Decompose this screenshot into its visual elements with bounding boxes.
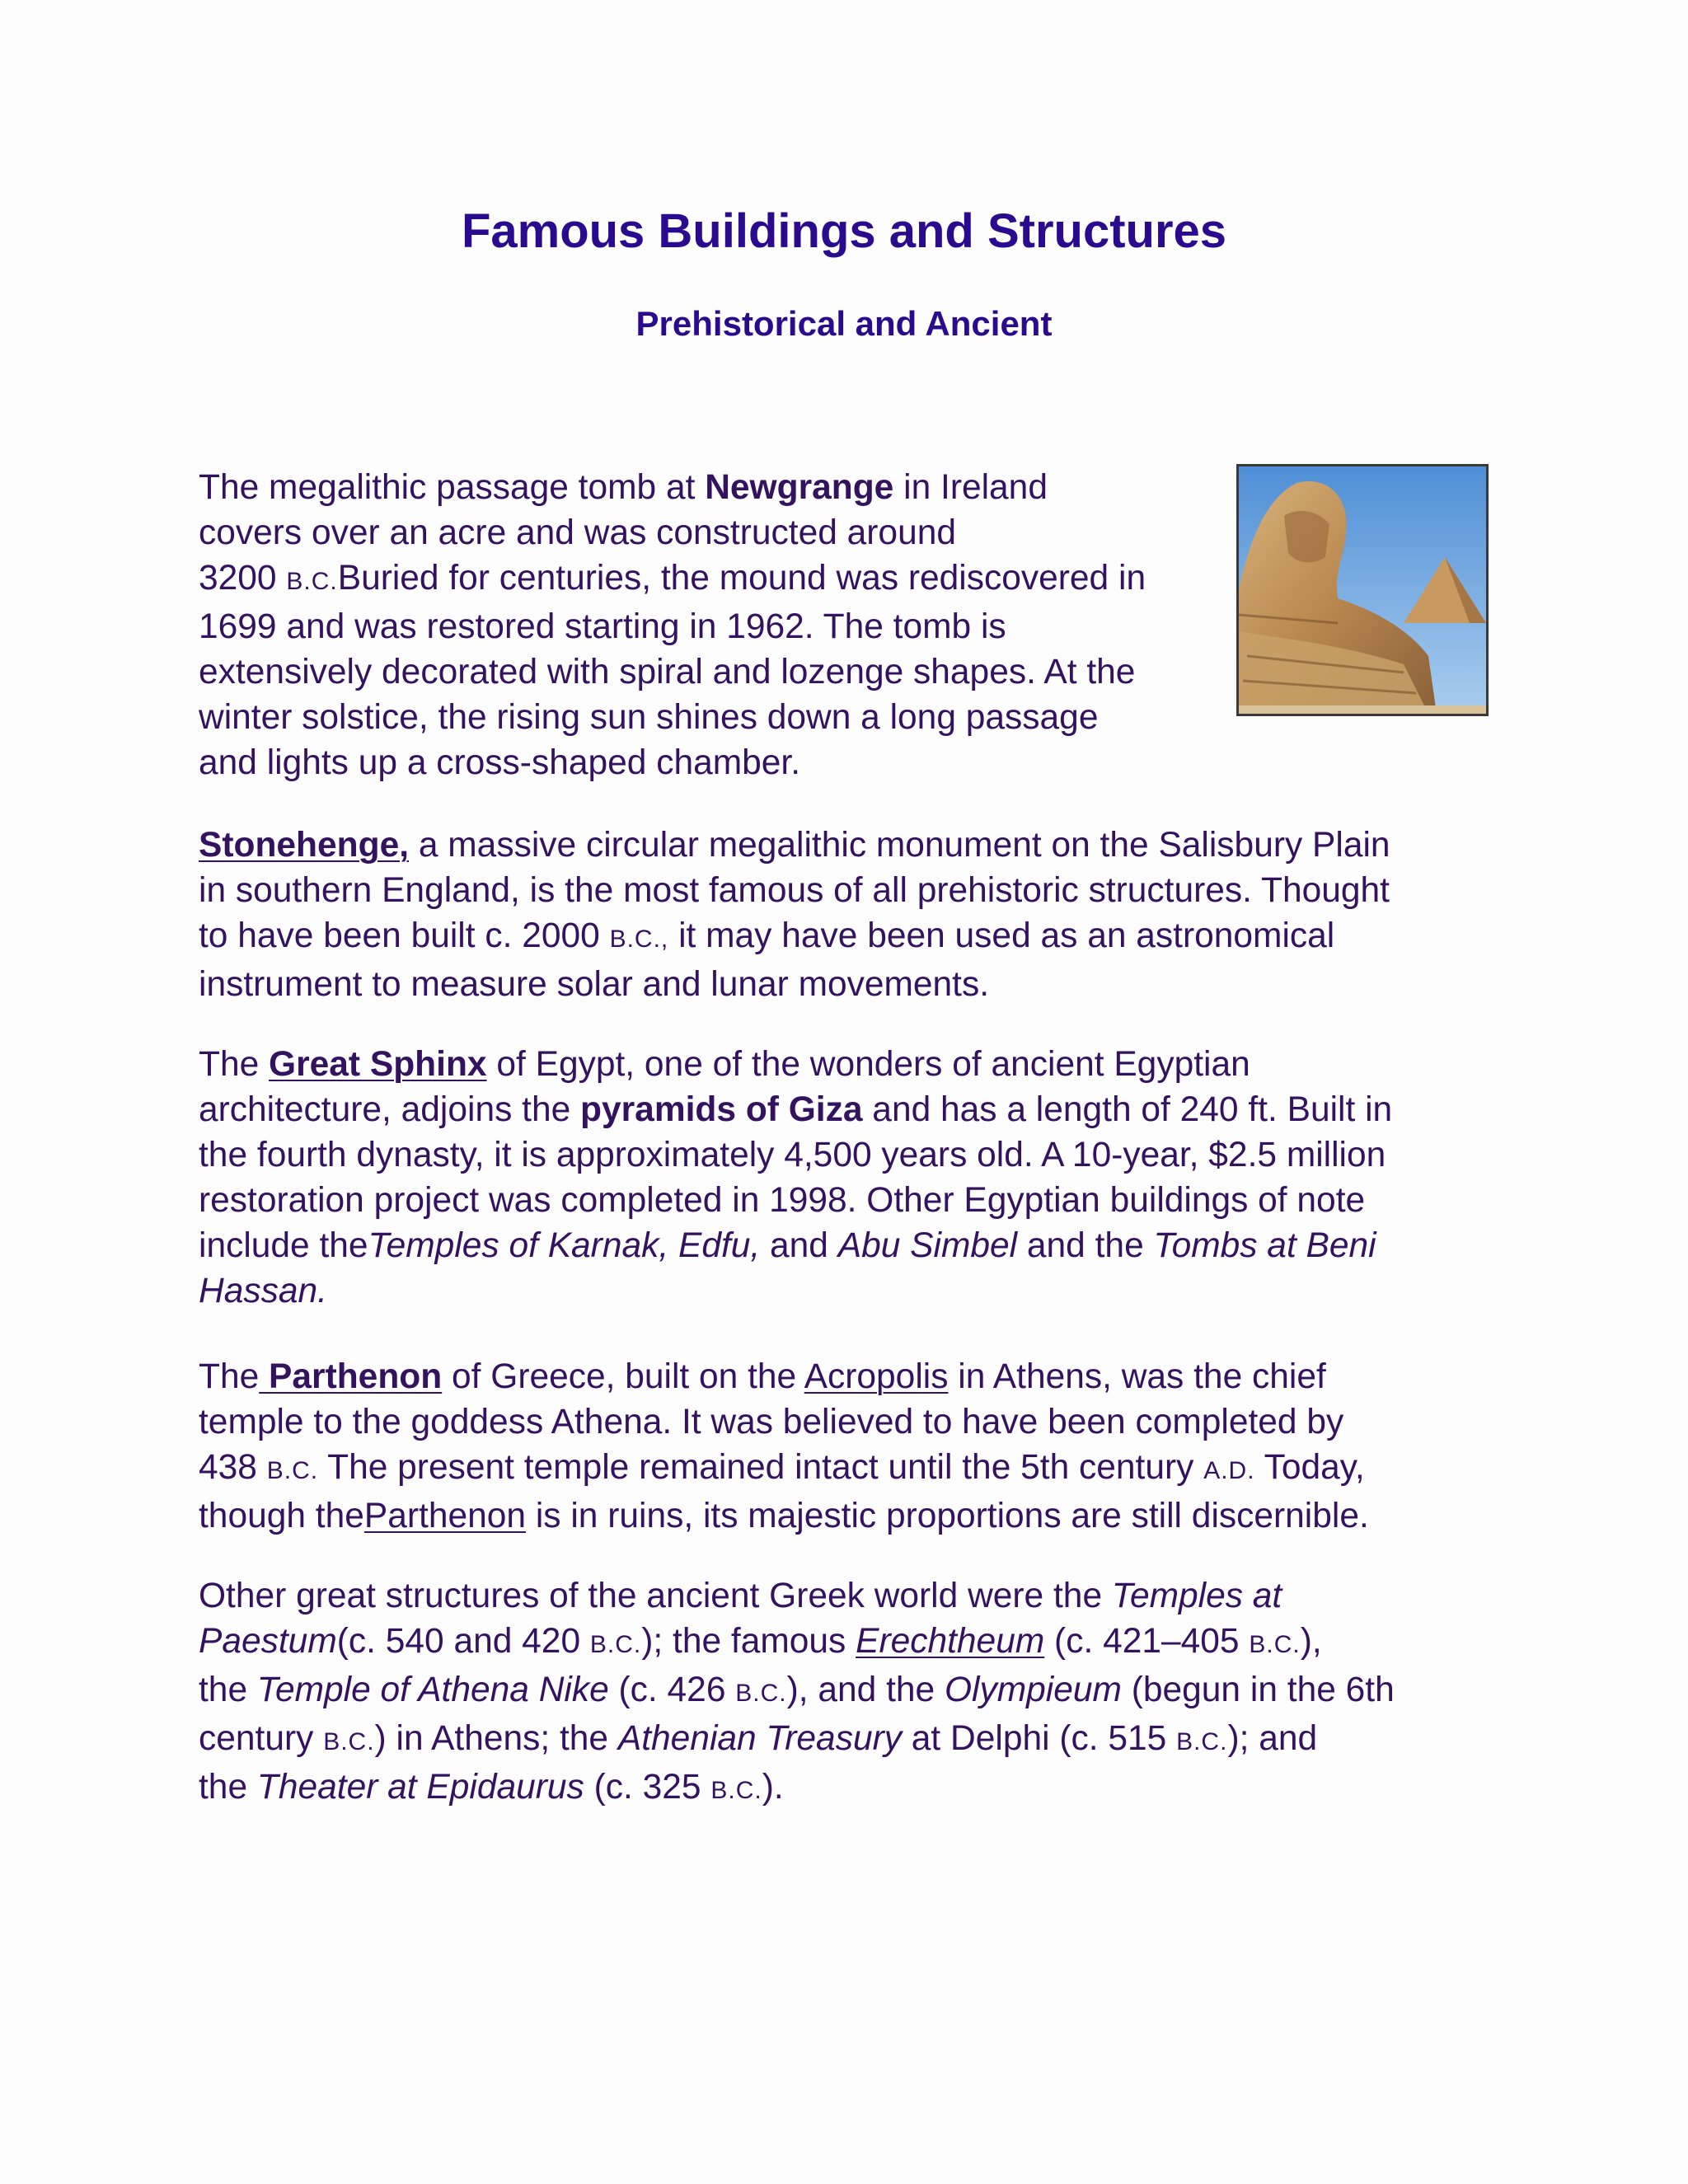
text-span: instrument to measure solar and lunar movements. <box>199 965 990 1004</box>
paestum-italic: Temples at <box>1111 1577 1282 1615</box>
temples-italic: Temples of Karnak, Edfu, <box>368 1226 761 1265</box>
paragraph-greek-structures <box>199 1573 1517 1813</box>
era-abbrev: B.C. <box>710 1777 762 1804</box>
text-span: in Ireland <box>893 468 1048 507</box>
text-span: ), and the <box>786 1671 945 1709</box>
text-span: Buried for centuries, the mound was rediscovered in <box>337 559 1146 598</box>
text-span: Other great structures of the ancient Greek world were the <box>199 1577 1112 1615</box>
text-span: the fourth dynasty, it is approximately 4,500 years old. A 10-year, $2.5 million <box>199 1136 1386 1174</box>
text-span: the <box>199 1671 257 1709</box>
text-span: (begun in the 6th <box>1121 1671 1395 1709</box>
paragraph-parthenon <box>199 1354 1517 1539</box>
page-title: Famous Buildings and Structures <box>461 204 1227 258</box>
era-abbrev: B.C. <box>266 1457 319 1484</box>
era-abbrev: A.D. <box>1203 1457 1255 1484</box>
text-span: and lights up a cross-shaped chamber. <box>199 743 801 782</box>
text-span: a massive circular megalithic monument on the Salisbury Plain <box>409 826 1390 865</box>
text-span: to have been built c. 2000 <box>199 916 610 955</box>
great-sphinx-link[interactable]: Great Sphinx <box>269 1045 487 1084</box>
stonehenge-link[interactable]: Stonehenge, <box>199 826 410 865</box>
hassan-italic: Hassan. <box>199 1272 327 1310</box>
text-span: 438 <box>199 1448 267 1487</box>
era-abbrev: B.C. <box>323 1728 375 1755</box>
paragraph-sphinx <box>199 1042 1517 1314</box>
era-abbrev: B.C., <box>609 926 669 953</box>
paragraph-stonehenge <box>199 823 1517 1007</box>
text-span: The present temple remained intact until the 5th century <box>318 1448 1204 1487</box>
athena-nike-italic: Temple of Athena Nike <box>256 1671 609 1709</box>
text-span: in southern England, is the most famous of all prehistoric structures. Thought <box>199 871 1390 910</box>
theater-epidaurus-italic: Theater at Epidaurus <box>256 1768 584 1807</box>
sphinx-image <box>1239 466 1486 714</box>
text-span: (c. 426 <box>608 1671 736 1709</box>
text-span: it may have been used as an astronomical <box>668 916 1335 955</box>
text-span: The megalithic passage tomb at <box>199 468 706 507</box>
text-span: the <box>199 1768 257 1807</box>
athenian-treasury-italic: Athenian Treasury <box>617 1719 902 1758</box>
text-span: century <box>199 1719 324 1758</box>
text-span: (c. 540 and 420 <box>336 1622 590 1661</box>
sphinx-photo <box>1236 464 1489 716</box>
parthenon-link[interactable]: Parthenon <box>259 1357 443 1396</box>
erechtheum-link[interactable]: Erechtheum <box>856 1622 1045 1661</box>
era-abbrev: B.C. <box>735 1680 787 1707</box>
text-span: The <box>199 1357 260 1396</box>
text-span: though the <box>199 1497 364 1535</box>
text-span: include the <box>199 1226 368 1265</box>
text-span: 1699 and was restored starting in 1962. The tomb is <box>199 607 1006 646</box>
text-span: ). <box>762 1768 784 1807</box>
text-span: ), <box>1300 1622 1322 1661</box>
text-span: ); and <box>1227 1719 1318 1758</box>
text-span: 3200 <box>199 559 287 598</box>
abu-simbel-italic: Abu Simbel <box>837 1226 1018 1265</box>
era-abbrev: B.C. <box>286 568 338 595</box>
text-span: in Athens, was the chief <box>948 1357 1326 1396</box>
page-subtitle: Prehistorical and Ancient <box>635 304 1053 343</box>
era-abbrev: B.C. <box>1176 1728 1228 1755</box>
newgrange-bold: Newgrange <box>705 468 894 507</box>
text-span: ); the famous <box>641 1622 856 1661</box>
era-abbrev: B.C. <box>1249 1631 1301 1658</box>
text-span: of Greece, built on the <box>442 1357 804 1396</box>
text-span: and has a length of 240 ft. Built in <box>862 1090 1393 1129</box>
text-span: is in ruins, its majestic proportions are still discernible. <box>526 1497 1369 1535</box>
text-span: (c. 325 <box>584 1768 711 1807</box>
text-span: and <box>760 1226 838 1265</box>
text-span: restoration project was completed in 1998. Other Egyptian buildings of note <box>199 1181 1366 1220</box>
text-span: winter solstice, the rising sun shines down a long passage <box>199 698 1099 737</box>
paestum-italic-2: Paestum <box>199 1622 337 1661</box>
text-span: covers over an acre and was constructed around <box>199 513 956 552</box>
era-abbrev: B.C. <box>589 1631 642 1658</box>
text-span: at Delphi (c. 515 <box>901 1719 1177 1758</box>
acropolis-link[interactable]: Acropolis <box>804 1357 949 1396</box>
text-span: architecture, adjoins the <box>199 1090 581 1129</box>
text-span: extensively decorated with spiral and lozenge shapes. At the <box>199 653 1136 691</box>
olympieum-italic: Olympieum <box>945 1671 1122 1709</box>
giza-bold: pyramids of Giza <box>580 1090 863 1129</box>
text-span: and the <box>1017 1226 1154 1265</box>
text-span: temple to the goddess Athena. It was believed to have been completed by <box>199 1403 1344 1441</box>
parthenon-link-2[interactable]: Parthenon <box>363 1497 527 1535</box>
text-span: (c. 421–405 <box>1044 1622 1250 1661</box>
text-span: Today, <box>1254 1448 1365 1487</box>
tombs-italic: Tombs at Beni <box>1153 1226 1376 1265</box>
text-span: The <box>199 1045 270 1084</box>
text-span: of Egypt, one of the wonders of ancient Egyptian <box>486 1045 1250 1084</box>
text-span: ) in Athens; the <box>374 1719 618 1758</box>
